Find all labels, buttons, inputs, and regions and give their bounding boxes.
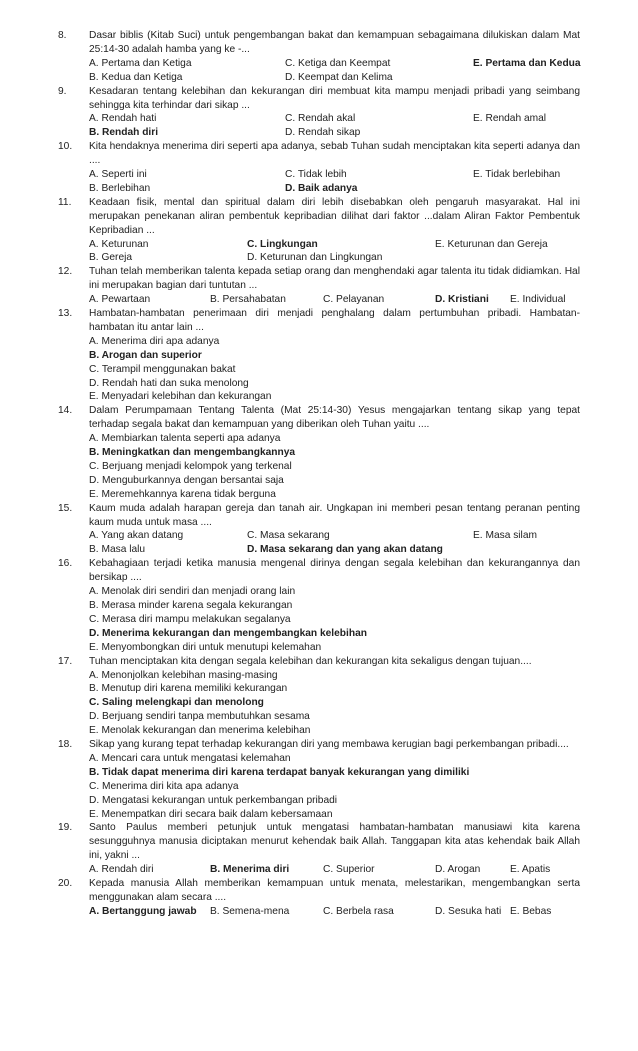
answer-option-correct: B. Arogan dan superior bbox=[89, 349, 202, 361]
option-list bbox=[89, 335, 580, 405]
question-13 bbox=[58, 307, 580, 404]
answer-option: E. Menyadari kelebihan dan kekurangan bbox=[89, 391, 272, 403]
question-text: Kita hendaknya menerima diri seperti apa adanya, sebab Tuhan sudah menciptakan kita seperti adanya dan .... bbox=[89, 141, 580, 167]
answer-option: E. Masa silam bbox=[473, 530, 537, 542]
answer-option: E. Keturunan dan Gereja bbox=[435, 238, 548, 250]
answer-option: A. Menerima diri apa adanya bbox=[89, 335, 220, 347]
question-number: 8. bbox=[58, 30, 67, 41]
question-text: Tuhan menciptakan kita dengan segala kelebihan dan kekurangan kita sekaligus dengan tujuan.... bbox=[89, 655, 532, 667]
option-list bbox=[89, 432, 580, 502]
question-number: 18. bbox=[58, 739, 73, 751]
question-number: 10. bbox=[58, 141, 73, 153]
answer-option: A. Pertama dan Ketiga bbox=[89, 57, 192, 69]
question-text: Kesadaran tentang kelebihan dan kekurangan diri membuat kita mampu menjadi pribadi yang seimbang sehingga kita terhindar dari sikap ... bbox=[89, 85, 580, 111]
option-row bbox=[89, 905, 580, 919]
answer-option: D. Keturunan dan Lingkungan bbox=[247, 252, 383, 264]
question-12 bbox=[58, 265, 580, 307]
question-text: Dalam Perumpamaan Tentang Talenta (Mat 25:14-30) Yesus mengajarkan tentang sikap yang tepat terhadap segala bakat dan kemampuan yang diberikan oleh Tuhan yaitu .... bbox=[89, 405, 580, 431]
answer-option-correct: A. Bertanggung jawab bbox=[89, 905, 197, 917]
question-15 bbox=[58, 502, 580, 558]
question-number: 12. bbox=[58, 266, 73, 278]
answer-option: A. Membiarkan talenta seperti apa adanya bbox=[89, 433, 281, 445]
answer-option: C. Merasa diri mampu melakukan segalanya bbox=[89, 613, 291, 625]
option-row bbox=[89, 126, 580, 140]
answer-option: E. Individual bbox=[510, 294, 566, 306]
question-16 bbox=[58, 557, 580, 654]
answer-option: B. Menutup diri karena memiliki kekurangan bbox=[89, 683, 288, 695]
answer-option: C. Pelayanan bbox=[323, 294, 385, 306]
question-10 bbox=[58, 140, 580, 196]
answer-option: D. Arogan bbox=[435, 864, 481, 876]
question-17 bbox=[58, 655, 580, 738]
question-number: 15. bbox=[58, 502, 73, 514]
answer-option: D. Rendah hati dan suka menolong bbox=[89, 377, 249, 389]
answer-option: C. Tidak lebih bbox=[285, 169, 347, 180]
question-number: 17. bbox=[58, 655, 73, 667]
option-row bbox=[89, 543, 580, 557]
answer-option-correct: C. Lingkungan bbox=[247, 238, 318, 250]
answer-option: E. Tidak berlebihan bbox=[473, 169, 561, 180]
question-number: 19. bbox=[58, 822, 73, 834]
option-list bbox=[89, 752, 580, 822]
answer-option-correct: B. Tidak dapat menerima diri karena terdapat banyak kekurangan yang dimiliki bbox=[89, 766, 470, 778]
option-row bbox=[89, 112, 580, 126]
question-14 bbox=[58, 404, 580, 501]
question-text: Keadaan fisik, mental dan spiritual dalam diri lebih disebabkan oleh pengaruh masyarakat. Hal ini merupakan penekanan aliran pembentuk kepribadian dilihat dari faktor ...dalam Aliran Faktor Pembentuk Kepribadian ... bbox=[89, 196, 580, 236]
answer-option-correct: D. Masa sekarang dan yang akan datang bbox=[247, 544, 443, 556]
answer-option: B. Persahabatan bbox=[210, 294, 286, 306]
answer-option-correct: B. Rendah diri bbox=[89, 127, 159, 139]
answer-option: E. Menyombongkan diri untuk menutupi kelemahan bbox=[89, 641, 322, 653]
answer-option: A. Menonjolkan kelebihan masing-masing bbox=[89, 669, 278, 681]
option-row bbox=[89, 182, 580, 196]
question-11 bbox=[58, 196, 580, 266]
answer-option: E. Menolak kekurangan dan menerima kelebihan bbox=[89, 725, 311, 737]
question-8 bbox=[58, 29, 580, 85]
answer-option: C. Berbela rasa bbox=[323, 905, 394, 917]
answer-option: C. Menerima diri kita apa adanya bbox=[89, 780, 239, 792]
answer-option: A. Menolak diri sendiri dan menjadi orang lain bbox=[89, 586, 296, 598]
answer-option: E. Bebas bbox=[510, 905, 552, 917]
question-text: Dasar biblis (Kitab Suci) untuk pengembangan bakat dan kemampuan sebagaimana dilukiskan dalam Mat 25:14-30 adalah hamba yang ke -... bbox=[89, 30, 580, 55]
answer-option-correct: B. Menerima diri bbox=[210, 864, 290, 876]
answer-option: B. Kedua dan Ketiga bbox=[89, 71, 183, 83]
answer-option-correct: D. Kristiani bbox=[435, 294, 489, 306]
option-row bbox=[89, 238, 580, 252]
answer-option: A. Mencari cara untuk mengatasi kelemahan bbox=[89, 752, 291, 764]
question-text: Tuhan telah memberikan talenta kepada setiap orang dan menghendaki agar talenta itu tidak didiamkan. Hal ini merupakan bagian dari tuntutan ... bbox=[89, 266, 580, 292]
answer-option: A. Keturunan bbox=[89, 238, 149, 250]
option-row bbox=[89, 168, 580, 182]
answer-option: C. Berjuang menjadi kelompok yang terkenal bbox=[89, 460, 292, 472]
option-row bbox=[89, 71, 580, 85]
answer-option-correct: D. Menerima kekurangan dan mengembangkan kelebihan bbox=[89, 627, 367, 639]
question-text: Kebahagiaan terjadi ketika manusia mengenal dirinya dengan segala kelebihan dan kekurangannya dan bersikap .... bbox=[89, 558, 580, 584]
answer-option: B. Berlebihan bbox=[89, 182, 151, 194]
answer-option-correct: E. Pertama dan Kedua bbox=[473, 57, 581, 69]
question-9 bbox=[58, 85, 580, 141]
answer-option: D. Mengatasi kekurangan untuk perkembangan pribadi bbox=[89, 794, 338, 806]
answer-option: C. Rendah akal bbox=[285, 113, 356, 125]
question-text: Kepada manusia Allah memberikan kemampuan untuk menata, melestarikan, mengembangkan serta menggunakan alam secara .... bbox=[89, 878, 580, 903]
answer-option: C. Masa sekarang bbox=[247, 530, 330, 542]
question-number: 13. bbox=[58, 307, 73, 319]
question-20 bbox=[58, 877, 580, 919]
answer-option: C. Terampil menggunakan bakat bbox=[89, 363, 236, 375]
answer-option: E. Menempatkan diri secara baik dalam kebersamaan bbox=[89, 808, 333, 820]
question-18 bbox=[58, 738, 580, 821]
option-row bbox=[89, 863, 580, 877]
answer-option: D. Menguburkannya dengan bersantai saja bbox=[89, 474, 284, 486]
option-list bbox=[89, 585, 580, 655]
question-text: Santo Paulus memberi petunjuk untuk mengatasi hambatan-hambatan manusiawi kita karena sesungguhnya manusia diciptakan menurut kehendak baik Allah. Tanggapan kita atas kehendak baik Allah ini, yakni ... bbox=[89, 822, 580, 862]
option-row bbox=[89, 529, 580, 543]
answer-option: B. Merasa minder karena segala kekurangan bbox=[89, 599, 293, 611]
answer-option-correct: D. Baik adanya bbox=[285, 182, 358, 194]
option-row bbox=[89, 251, 580, 265]
answer-option: C. Superior bbox=[323, 864, 375, 876]
answer-option: E. Rendah amal bbox=[473, 113, 547, 125]
question-number: 16. bbox=[58, 558, 73, 570]
question-number: 14. bbox=[58, 405, 73, 417]
question-number: 9. bbox=[58, 85, 67, 97]
answer-option: D. Sesuka hati bbox=[435, 905, 502, 917]
answer-option: C. Ketiga dan Keempat bbox=[285, 57, 391, 69]
answer-option: D. Keempat dan Kelima bbox=[285, 71, 393, 83]
answer-option: B. Gereja bbox=[89, 252, 133, 264]
answer-option: A. Rendah hati bbox=[89, 113, 157, 125]
question-number: 20. bbox=[58, 878, 73, 890]
answer-option: E. Meremehkannya karena tidak berguna bbox=[89, 488, 276, 500]
question-text: Hambatan-hambatan penerimaan diri menjadi penghalang dalam pertumbuhan pribadi. Hambatan-hambatan itu antar lain ... bbox=[89, 307, 580, 333]
answer-option: B. Masa lalu bbox=[89, 544, 146, 556]
answer-option-correct: B. Meningkatkan dan mengembangkannya bbox=[89, 447, 296, 459]
answer-option: D. Berjuang sendiri tanpa membutuhkan sesama bbox=[89, 711, 310, 723]
question-text: Sikap yang kurang tepat terhadap kekurangan diri yang membawa kerugian bagi perkembangan pribadi.... bbox=[89, 739, 569, 751]
option-row bbox=[89, 293, 580, 307]
answer-option: A. Rendah diri bbox=[89, 864, 154, 876]
answer-option: D. Rendah sikap bbox=[285, 127, 361, 139]
answer-option: E. Apatis bbox=[510, 864, 551, 876]
answer-option-correct: C. Saling melengkapi dan menolong bbox=[89, 697, 264, 709]
question-list bbox=[58, 29, 580, 919]
question-19 bbox=[58, 821, 580, 877]
option-list bbox=[89, 669, 580, 739]
answer-option: A. Pewartaan bbox=[89, 294, 151, 306]
question-text: Kaum muda adalah harapan gereja dan tanah air. Ungkapan ini memberi pesan tentang peranan penting kaum muda untuk masa .... bbox=[89, 502, 580, 528]
answer-option: B. Semena-mena bbox=[210, 905, 290, 917]
question-number: 11. bbox=[58, 196, 72, 208]
answer-option: A. Yang akan datang bbox=[89, 530, 184, 542]
option-row bbox=[89, 57, 580, 71]
answer-option: A. Seperti ini bbox=[89, 169, 147, 180]
